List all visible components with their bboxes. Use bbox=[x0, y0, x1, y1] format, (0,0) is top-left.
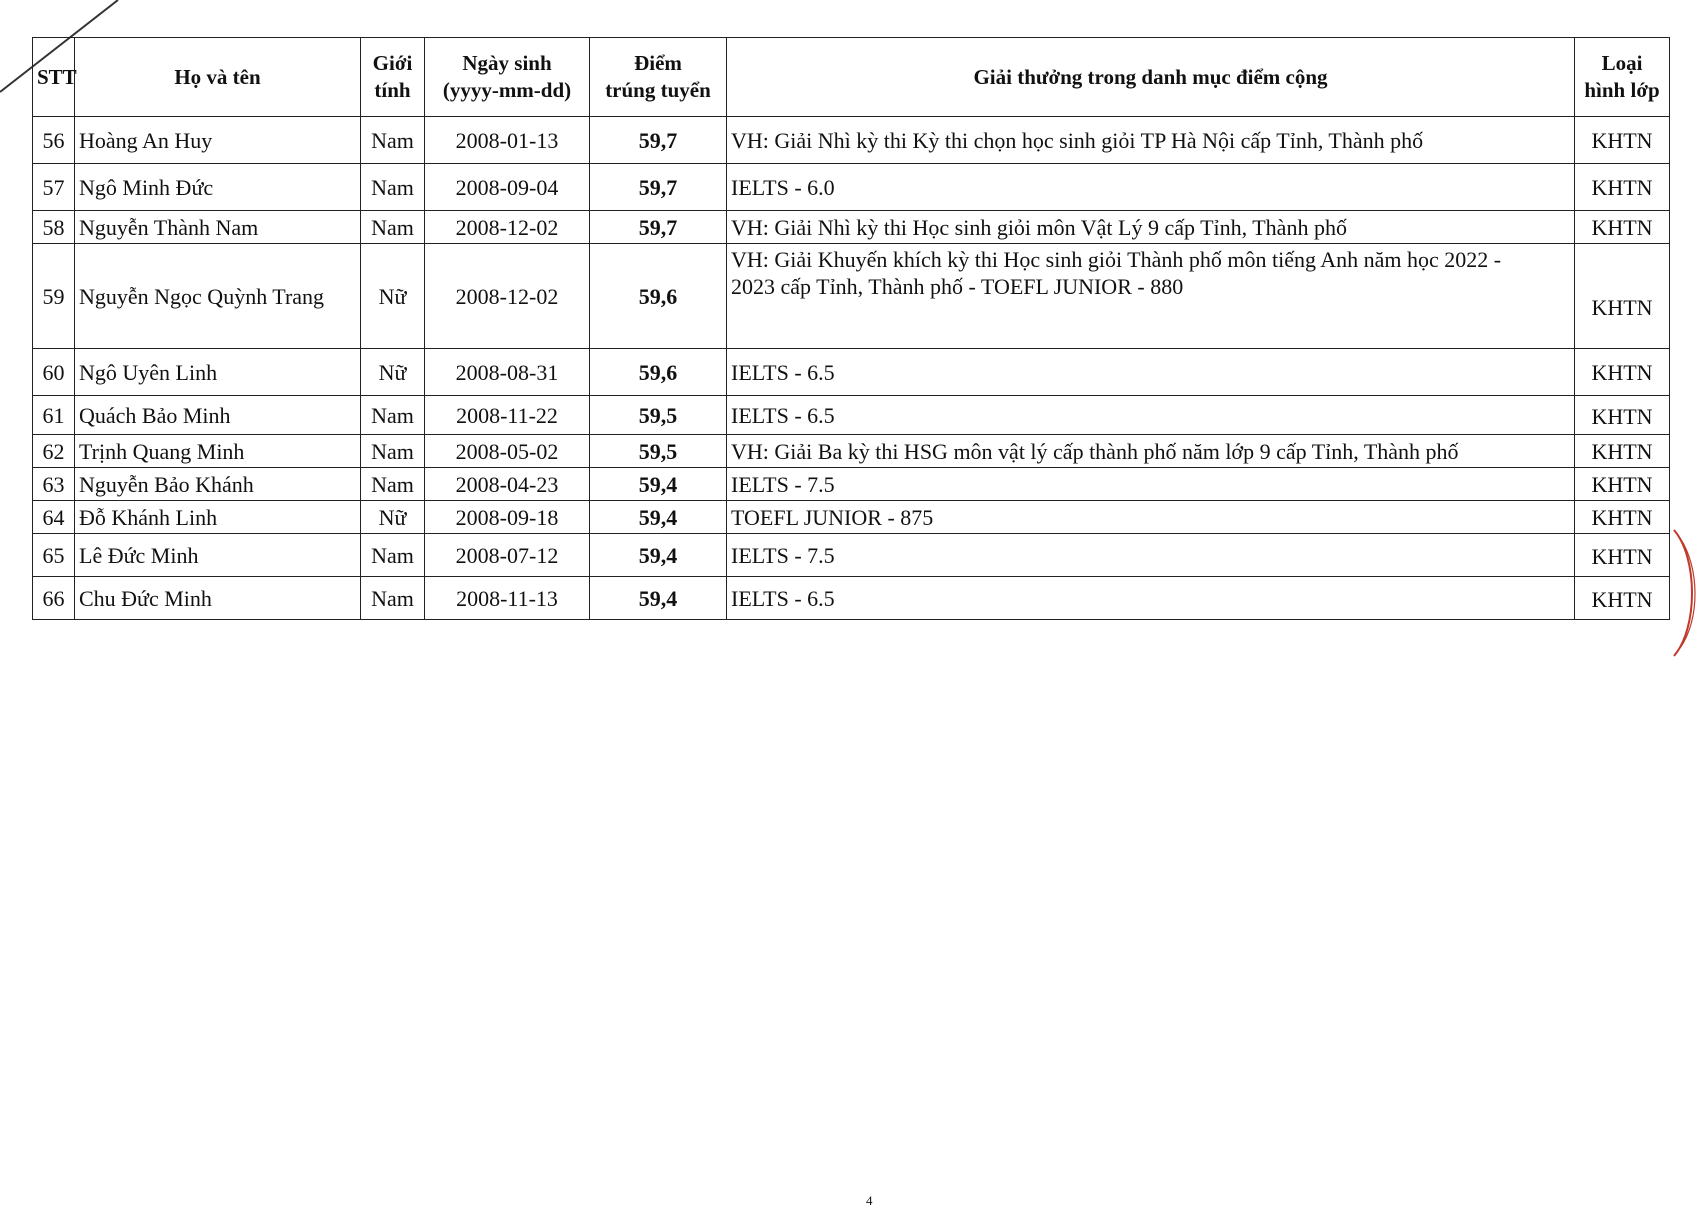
table-header-row bbox=[33, 38, 1670, 117]
cell-score: 59,6 bbox=[590, 349, 727, 396]
cell-award: IELTS - 6.5 bbox=[727, 577, 1575, 620]
cell-score: 59,5 bbox=[590, 396, 727, 435]
table-row bbox=[33, 435, 1670, 468]
cell-stt: 64 bbox=[33, 501, 75, 534]
cell-award: VH: Giải Nhì kỳ thi Học sinh giỏi môn Vật Lý 9 cấp Tỉnh, Thành phố bbox=[727, 211, 1575, 244]
cell-gender: Nữ bbox=[361, 501, 425, 534]
cell-class-type: KHTN bbox=[1575, 396, 1670, 435]
cell-class-type: KHTN bbox=[1575, 468, 1670, 501]
cell-name: Trịnh Quang Minh bbox=[75, 435, 361, 468]
table-row bbox=[33, 396, 1670, 435]
cell-gender: Nam bbox=[361, 396, 425, 435]
cell-award: TOEFL JUNIOR - 875 bbox=[727, 501, 1575, 534]
cell-class-type: KHTN bbox=[1575, 244, 1670, 349]
cell-dob: 2008-11-22 bbox=[425, 396, 590, 435]
cell-stt: 66 bbox=[33, 577, 75, 620]
cell-award: IELTS - 6.0 bbox=[727, 164, 1575, 211]
cell-name: Nguyễn Thành Nam bbox=[75, 211, 361, 244]
table-row bbox=[33, 501, 1670, 534]
cell-name: Nguyễn Bảo Khánh bbox=[75, 468, 361, 501]
header-name: Họ và tên bbox=[75, 38, 361, 117]
cell-gender: Nam bbox=[361, 468, 425, 501]
cell-dob: 2008-12-02 bbox=[425, 244, 590, 349]
cell-class-type: KHTN bbox=[1575, 577, 1670, 620]
cell-score: 59,4 bbox=[590, 468, 727, 501]
cell-stt: 56 bbox=[33, 117, 75, 164]
cell-score: 59,5 bbox=[590, 435, 727, 468]
cell-name: Đỗ Khánh Linh bbox=[75, 501, 361, 534]
cell-stt: 65 bbox=[33, 534, 75, 577]
cell-stt: 57 bbox=[33, 164, 75, 211]
header-dob: Ngày sinh (yyyy-mm-dd) bbox=[425, 38, 590, 117]
cell-stt: 63 bbox=[33, 468, 75, 501]
cell-class-type: KHTN bbox=[1575, 211, 1670, 244]
table-row bbox=[33, 349, 1670, 396]
cell-gender: Nam bbox=[361, 164, 425, 211]
table-row bbox=[33, 164, 1670, 211]
table-row bbox=[33, 117, 1670, 164]
cell-gender: Nữ bbox=[361, 349, 425, 396]
cell-award: IELTS - 7.5 bbox=[727, 468, 1575, 501]
cell-name: Quách Bảo Minh bbox=[75, 396, 361, 435]
header-gender: Giới tính bbox=[361, 38, 425, 117]
table-row bbox=[33, 534, 1670, 577]
cell-gender: Nam bbox=[361, 534, 425, 577]
cell-stt: 61 bbox=[33, 396, 75, 435]
cell-score: 59,6 bbox=[590, 244, 727, 349]
cell-stt: 62 bbox=[33, 435, 75, 468]
cell-dob: 2008-11-13 bbox=[425, 577, 590, 620]
cell-award: IELTS - 6.5 bbox=[727, 349, 1575, 396]
cell-stt: 60 bbox=[33, 349, 75, 396]
cell-name: Lê Đức Minh bbox=[75, 534, 361, 577]
admission-results-table bbox=[32, 37, 1670, 620]
cell-dob: 2008-01-13 bbox=[425, 117, 590, 164]
cell-award: IELTS - 7.5 bbox=[727, 534, 1575, 577]
table-row bbox=[33, 468, 1670, 501]
cell-dob: 2008-04-23 bbox=[425, 468, 590, 501]
cell-award: VH: Giải Khuyến khích kỳ thi Học sinh giỏi Thành phố môn tiếng Anh năm học 2022 - 2023 cấp Tỉnh, Thành phố - TOEFL JUNIOR - 880 bbox=[727, 244, 1575, 349]
cell-class-type: KHTN bbox=[1575, 501, 1670, 534]
page-number: 4 bbox=[866, 1193, 873, 1208]
cell-class-type: KHTN bbox=[1575, 164, 1670, 211]
cell-score: 59,4 bbox=[590, 577, 727, 620]
cell-name: Nguyễn Ngọc Quỳnh Trang bbox=[75, 244, 361, 349]
cell-score: 59,7 bbox=[590, 117, 727, 164]
cell-gender: Nam bbox=[361, 435, 425, 468]
cell-score: 59,7 bbox=[590, 164, 727, 211]
cell-class-type: KHTN bbox=[1575, 117, 1670, 164]
cell-gender: Nữ bbox=[361, 244, 425, 349]
header-class-type: Loại hình lớp bbox=[1575, 38, 1670, 117]
cell-dob: 2008-07-12 bbox=[425, 534, 590, 577]
header-award: Giải thưởng trong danh mục điểm cộng bbox=[727, 38, 1575, 117]
cell-score: 59,4 bbox=[590, 534, 727, 577]
cell-name: Chu Đức Minh bbox=[75, 577, 361, 620]
cell-stt: 59 bbox=[33, 244, 75, 349]
cell-gender: Nam bbox=[361, 211, 425, 244]
cell-class-type: KHTN bbox=[1575, 349, 1670, 396]
cell-name: Ngô Uyên Linh bbox=[75, 349, 361, 396]
cell-dob: 2008-12-02 bbox=[425, 211, 590, 244]
cell-score: 59,7 bbox=[590, 211, 727, 244]
cell-class-type: KHTN bbox=[1575, 435, 1670, 468]
red-stamp-edge bbox=[1672, 528, 1700, 658]
cell-dob: 2008-08-31 bbox=[425, 349, 590, 396]
cell-class-type: KHTN bbox=[1575, 534, 1670, 577]
header-stt: STT bbox=[33, 38, 75, 117]
cell-score: 59,4 bbox=[590, 501, 727, 534]
cell-name: Hoàng An Huy bbox=[75, 117, 361, 164]
cell-award: VH: Giải Ba kỳ thi HSG môn vật lý cấp thành phố năm lớp 9 cấp Tỉnh, Thành phố bbox=[727, 435, 1575, 468]
table-row bbox=[33, 577, 1670, 620]
table-row bbox=[33, 244, 1670, 349]
cell-gender: Nam bbox=[361, 577, 425, 620]
cell-dob: 2008-09-04 bbox=[425, 164, 590, 211]
header-score: Điểm trúng tuyển bbox=[590, 38, 727, 117]
cell-name: Ngô Minh Đức bbox=[75, 164, 361, 211]
cell-dob: 2008-05-02 bbox=[425, 435, 590, 468]
table-row bbox=[33, 211, 1670, 244]
cell-stt: 58 bbox=[33, 211, 75, 244]
cell-award: IELTS - 6.5 bbox=[727, 396, 1575, 435]
cell-dob: 2008-09-18 bbox=[425, 501, 590, 534]
cell-gender: Nam bbox=[361, 117, 425, 164]
cell-award: VH: Giải Nhì kỳ thi Kỳ thi chọn học sinh giỏi TP Hà Nội cấp Tỉnh, Thành phố bbox=[727, 117, 1575, 164]
